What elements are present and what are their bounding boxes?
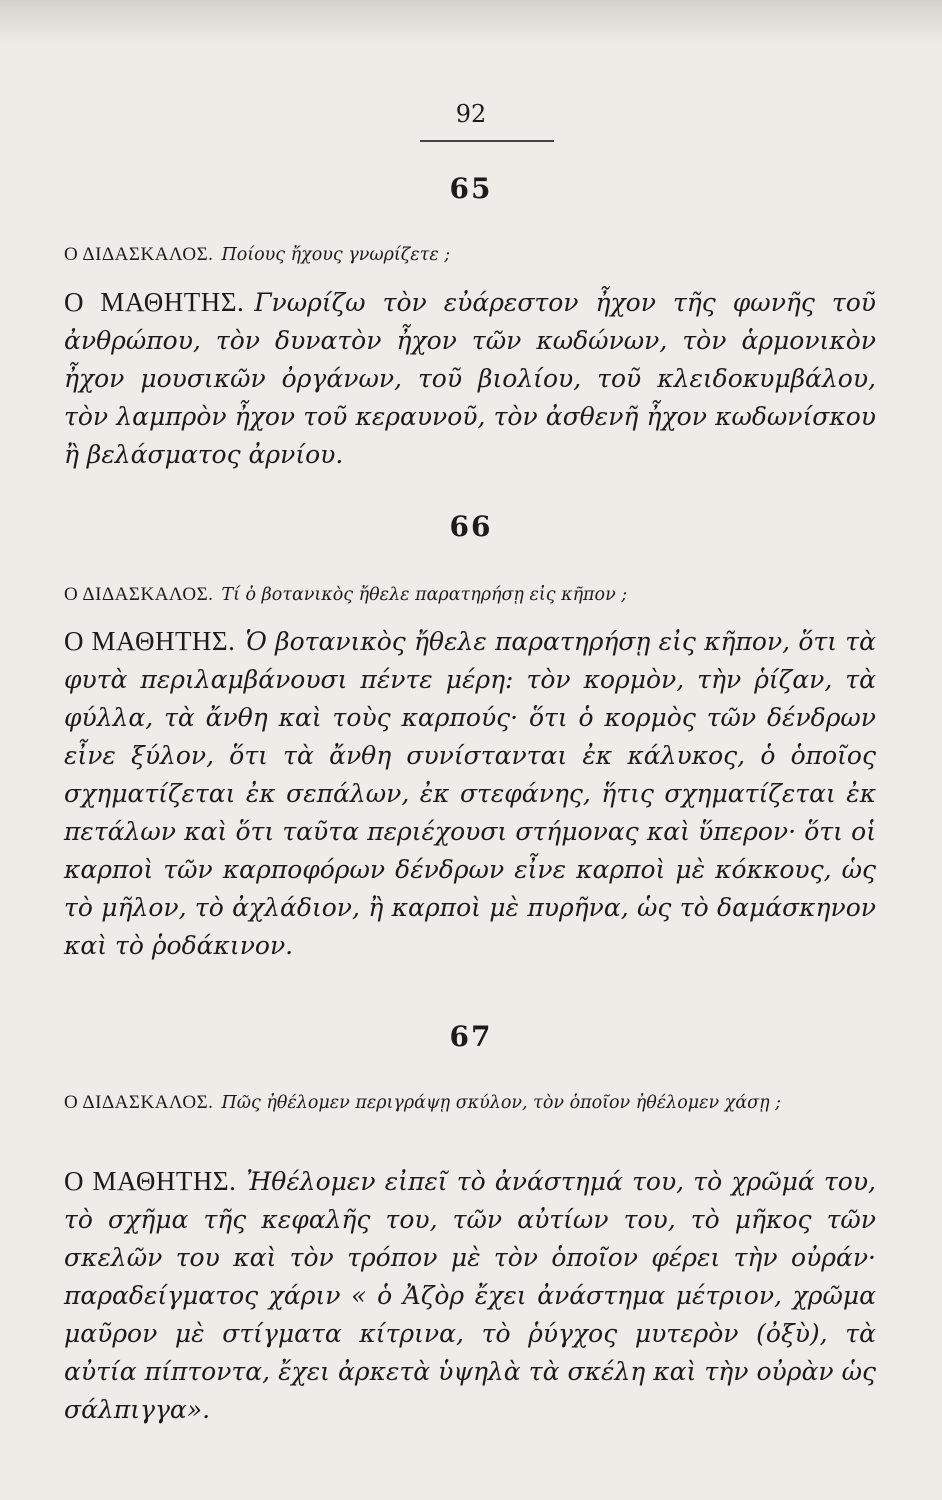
answer-text: Γνωρίζω τὸν εὐάρεστον ἦχον τῆς φωνῆς τοῦ ἀνθρώπου, τὸν δυνατὸν ἦχον τῶν κωδώνων, τὸν ἁρμονικὸν ἦχον μουσικῶν ὀργάνων, τοῦ βιολίου, τοῦ κλειδοκυμβάλου, τὸν λαμπρὸν ἦχον τοῦ κεραυνοῦ, τὸν ἀσθενῆ ἦχον κωδωνίσκου ἢ βελάσματος ἀρνίου.	[64, 288, 876, 469]
speaker-label: Ο ΜΑΘΗΤΗΣ.	[64, 626, 236, 656]
answer-text: Ὁ βοτανικὸς ἤθελε παρατηρήσῃ εἰς κῆπον, ὅτι τὰ φυτὰ περιλαμβάνουσι πέντε μέρη: τὸν κορμὸν, τὴν ῥίζαν, τὰ φύλλα, τὰ ἄνθη καὶ τοὺς καρπούς· ὅτι ὁ κορμὸς τῶν δένδρων εἶνε ξύλον, ὅτι τὰ ἄνθη συνίστανται ἐκ κάλυκος, ὁ ὁποῖος σχηματίζεται ἐκ σεπάλων, ἐκ στεφάνης, ἥτις σχηματίζεται ἐκ πετάλων καὶ ὅτι ταῦτα περιέχουσι στήμονας καὶ ὕπερον· ὅτι οἱ καρποὶ τῶν καρποφόρων δένδρων εἶνε καρποὶ μὲ κόκκους, ὡς τὸ μῆλον, τὸ ἀχλάδιον, ἢ καρποὶ μὲ πυρῆνα, ὡς τὸ δαμάσκηνον καὶ τὸ ῥοδάκινον.	[64, 627, 876, 960]
speaker-label: Ο ΜΑΘΗΤΗΣ.	[64, 287, 245, 317]
section-number: 66	[449, 510, 493, 543]
answer-text: Ἠθέλομεν εἰπεῖ τὸ ἀνάστημά του, τὸ χρῶμά του, τὸ σχῆμα τῆς κεφαλῆς του, τῶν αὐτίων του, τὸ μῆκος τῶν σκελῶν του καὶ τὸν τρόπον μὲ τὸν ὁποῖον φέρει τὴν οὐράν· παραδείγματος χάριν « ὁ Ἀζὸρ ἔχει ἀνάστημα μέτριον, χρῶμα μαῦρον μὲ στίγματα κίτρινα, τὸ ῥύγχος μυτερὸν (ὀξὺ), τὰ αὐτία πίπτοντα, ἔχει ἀρκετὰ ὑψηλὰ τὰ σκέλη καὶ τὴν οὐρὰν ὡς σάλπιγγα».	[64, 1167, 876, 1424]
teacher-question	[64, 582, 884, 608]
student-answer	[64, 622, 876, 965]
teacher-question	[64, 242, 884, 268]
teacher-question	[64, 1090, 884, 1116]
speaker-label: Ο ΜΑΘΗΤΗΣ.	[64, 1166, 237, 1196]
student-answer	[64, 283, 876, 474]
page-number: 92	[455, 100, 487, 128]
header-rule	[420, 140, 554, 142]
question-text: Ποίους ἤχους γνωρίζετε ;	[221, 245, 451, 265]
speaker-label: Ο ΔΙΔΑΣΚΑΛΟΣ.	[64, 244, 214, 265]
speaker-label: Ο ΔΙΔΑΣΚΑΛΟΣ.	[64, 1092, 214, 1113]
student-answer	[64, 1162, 876, 1429]
section-number: 65	[449, 172, 493, 205]
section-number: 67	[449, 1020, 493, 1053]
speaker-label: Ο ΔΙΔΑΣΚΑΛΟΣ.	[64, 584, 214, 605]
question-text: Τί ὁ βοτανικὸς ἤθελε παρατηρήσῃ εἰς κῆπον ;	[221, 585, 628, 605]
scan-top-edge	[0, 0, 942, 46]
question-text: Πῶς ἠθέλομεν περιγράψῃ σκύλον, τὸν ὁποῖον ἠθέλομεν χάσῃ ;	[221, 1093, 782, 1113]
